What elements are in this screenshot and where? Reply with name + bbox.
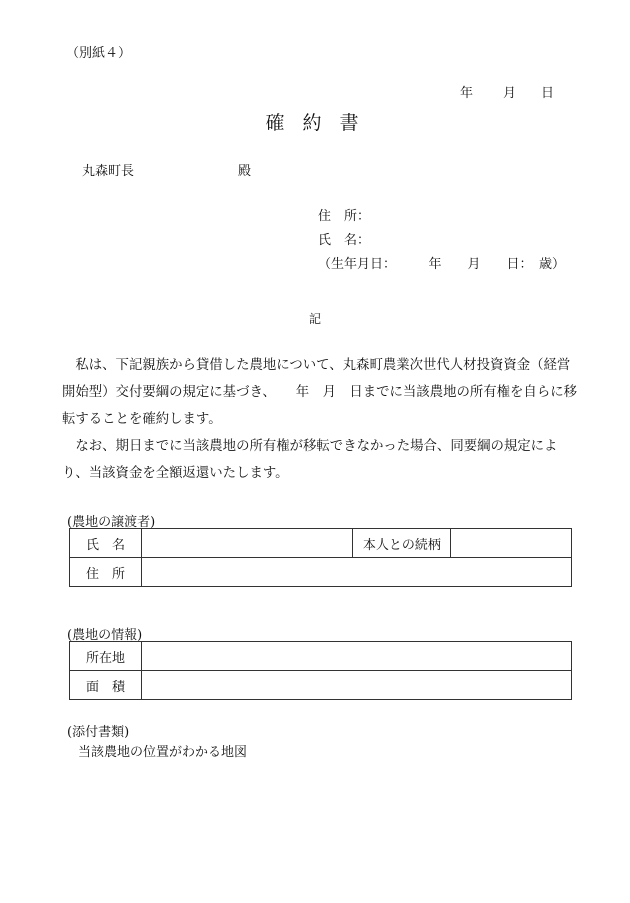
transferor-name-field[interactable] — [141, 529, 353, 558]
transferor-relation-field[interactable] — [451, 529, 572, 558]
farmland-table — [69, 641, 572, 700]
farmland-location-label: 所在地 — [70, 642, 142, 671]
farmland-section-label: (農地の情報) — [67, 628, 143, 643]
body-paragraph-1: 私は、下記親族から貸借した農地について、丸森町農業次世代人材投資資金（経営開始型）交付要綱の規定に基づき、 年 月 日までに当該農地の所有権を自らに移転することを確約します。 — [62, 358, 577, 427]
transferor-name-row — [70, 529, 572, 558]
transferor-address-row — [70, 558, 572, 587]
transferor-name-label: 氏 名 — [70, 529, 142, 558]
farmland-area-row — [70, 671, 572, 700]
body-paragraph-2: なお、期日までに当該農地の所有権が移転できなかった場合、同要綱の規定により、当該資金を全額返還いたします。 — [62, 439, 558, 481]
applicant-name-label: 氏 名： — [318, 233, 371, 248]
applicant-birth-label: （生年月日： 年 月 日： 歳） — [318, 257, 566, 272]
transferor-table — [69, 528, 572, 587]
document-title: 確 約 書 — [265, 112, 365, 134]
transferor-relation-label: 本人との続柄 — [353, 529, 451, 558]
applicant-address-label: 住 所： — [318, 209, 371, 224]
ki-marker: 記 — [308, 312, 321, 326]
farmland-location-row — [70, 642, 572, 671]
farmland-location-field[interactable] — [141, 642, 571, 671]
attachment-item: 当該農地の位置がわかる地図 — [78, 745, 248, 760]
addressee-honorific: 殿 — [238, 164, 252, 179]
transferor-section-label: (農地の譲渡者) — [67, 515, 156, 530]
annex-label: （別紙４） — [66, 46, 132, 61]
date-month-label: 月 — [503, 86, 517, 101]
date-day-label: 日 — [541, 86, 555, 101]
applicant-block — [318, 205, 565, 277]
body-text — [62, 352, 582, 487]
transferor-address-label: 住 所 — [70, 558, 142, 587]
transferor-address-field[interactable] — [141, 558, 571, 587]
farmland-area-label: 面 積 — [70, 671, 142, 700]
date-year-label: 年 — [460, 86, 474, 101]
attachments-section-label: (添付書類) — [67, 725, 130, 740]
farmland-area-field[interactable] — [141, 671, 571, 700]
addressee-name: 丸森町長 — [82, 164, 135, 179]
